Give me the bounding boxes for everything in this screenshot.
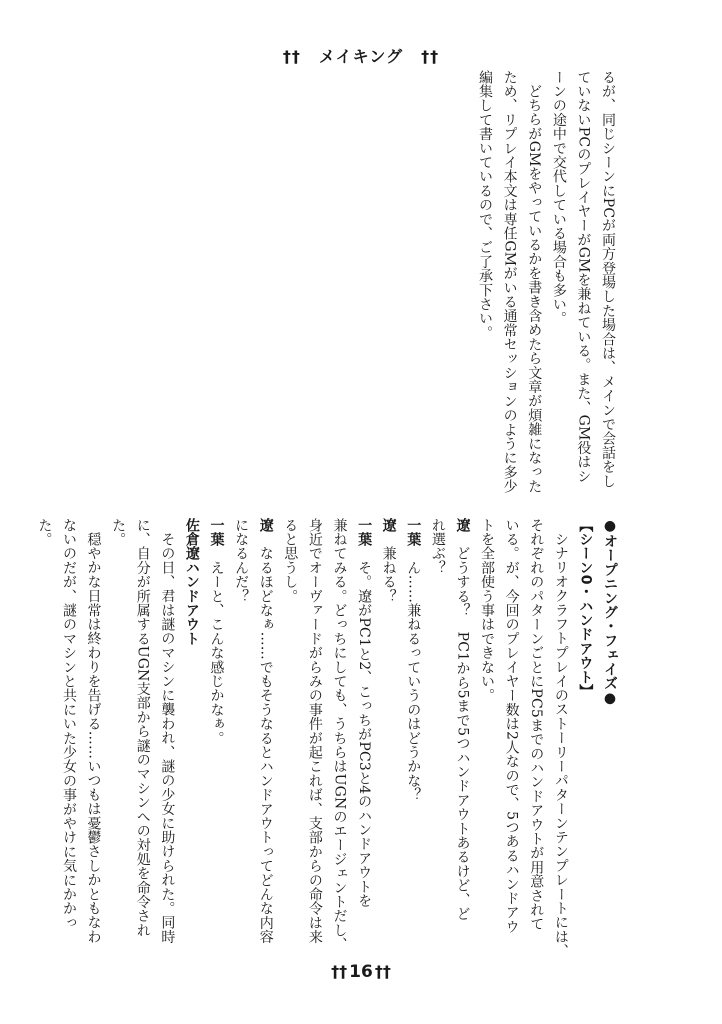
text-line: ため、リプレイ本文は専任GMがいる通常セッションのように多少 [501,70,518,494]
text-line: ーンの途中で交代している場合も多い。 [550,70,567,326]
text-line: 穏やかな日常は終わりを告げる……いつもは憂鬱さしかともなわ [85,532,102,944]
running-header [0,44,722,67]
text-line: トを全部使う事はできない。 [479,518,496,703]
top-text-block [450,70,620,540]
text-line: どちらがGMをやっているかを書き含めたら文章が煩雑になった [526,84,543,494]
dialogue-text: えーと、こんな感じかなぁ。 [208,560,225,746]
text-line: ないのだが、謎のマシンと共にいた少女の事がやけに気にかかった。 [36,518,77,930]
footer-dagger-left: †† [331,962,348,981]
dialogue-line [450,518,475,958]
dialogue-line [278,518,303,958]
header-dagger-left: †† [282,47,301,66]
page-footer [0,962,722,982]
dialogue-text: そ。遼がPC1と2、こっちがPC3と4のハンドアウトを [356,560,373,908]
dialogue-line [327,518,352,958]
text-line: シナリオクラフトプレイのストーリーパターンテンプレートには、 [552,532,569,958]
dialogue-text: どうする？ PC1から5まで5つハンドアウトあるけど、ど [454,546,471,921]
footer-dagger-right: †† [374,962,391,981]
dialogue-line [204,518,229,958]
speaker-name: 遼 [380,518,397,533]
speaker-name: 一葉 [405,518,422,547]
speaker-name: 一葉 [208,518,225,547]
dialogue-text: になるんだ？ [233,518,250,604]
handout-title: 佐倉遼ハンドアウト [183,518,200,646]
speaker-name: 遼 [454,518,471,533]
speaker-name: 一葉 [356,518,373,547]
page-number: 16 [349,962,373,982]
bottom-text-block [36,518,622,958]
scene-heading: 【シーン0・ハンドアウト】 [577,518,594,699]
text-line: 編集して書いているので、ご了承下さい。 [477,70,494,340]
text-line: それぞれのパターンごとにPC5までのハンドアウトが用意されて [528,518,545,932]
dialogue-line [376,518,401,958]
text-line: た。 [110,518,127,547]
dialogue-text: 身近でオーヴァードがらみの事件が起これば、支部からの命令は来 [306,518,323,944]
phase-heading: ●オープニング・フェイズ● [602,518,618,707]
dialogue-text: 兼ねる？ [380,546,397,604]
header-dagger-right: †† [421,47,440,66]
dialogue-line [401,518,426,958]
speaker-name: 遼 [257,518,274,533]
dialogue-text: ると思うし。 [282,518,299,604]
dialogue-line [229,518,254,958]
dialogue-line [253,518,278,958]
header-title: メイキング [318,47,404,66]
text-line: に、自分が所属するUGN支部から謎のマシンへの対処を命令され [134,518,151,938]
text-line: るが、同じシーンにPCが両方登場した場合は、メインで会話をし [600,70,616,489]
text-line: その日、君は謎のマシンに襲われ、謎の少女に助けられた。同時 [159,532,176,944]
dialogue-text: 兼ねてみる。どっちにしても、うちらはUGNのエージェントだし、 [331,518,348,952]
dialogue-text: ん……兼ねるっていうのはどうかな？ [405,560,422,803]
dialogue-line [302,518,327,958]
dialogue-text: れ選ぶ？ [429,518,446,575]
text-line: いる。が、今回のプレイヤー数は2人なので、5つあるハンドアウ [503,518,520,934]
dialogue-text: なるほどなぁ……でもそうなるとハンドアウトってどんな内容 [257,546,274,945]
text-line: ていないPCのプレイヤーがGMを兼ねている。また、GM役はシ [575,70,592,484]
dialogue-line [351,518,376,958]
dialogue-line [425,518,450,958]
